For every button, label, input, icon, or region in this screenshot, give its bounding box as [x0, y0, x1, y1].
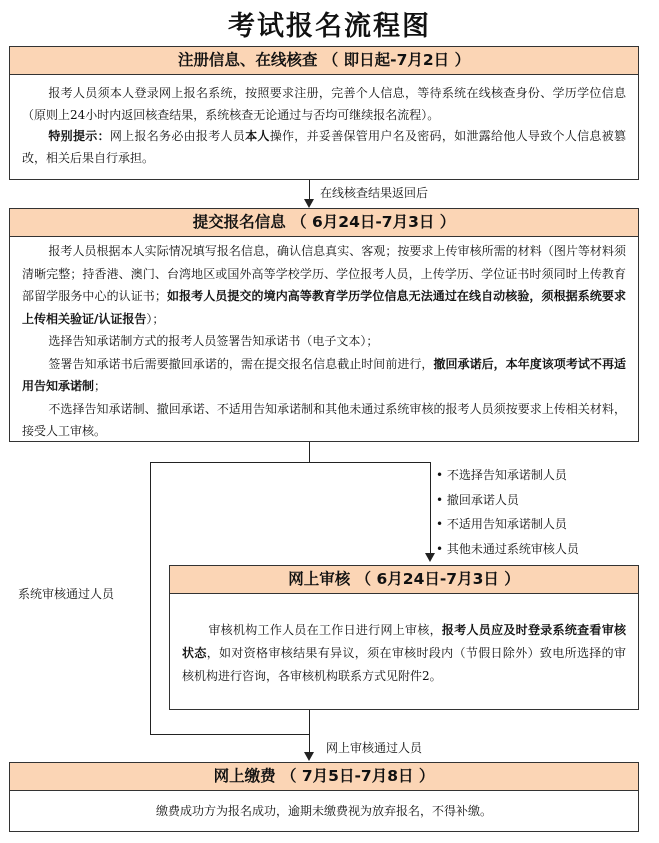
step-review-body: [170, 594, 638, 694]
para3-text-bold: 撤回承诺后，本年度该项考试不再适用告知承诺制: [22, 356, 626, 393]
manual-review-list: [436, 463, 579, 561]
left-path-label: 系统审核通过人员: [18, 587, 115, 601]
list-item: • 不选择告知承诺制人员: [436, 468, 567, 482]
step-submit-para-3: [22, 353, 626, 398]
list-item: • 撤回承诺人员: [436, 492, 519, 507]
step-register-box: [9, 46, 639, 180]
list-item: • 其他未通过系统审核人员: [436, 541, 579, 556]
step-register-header: 注册信息、在线核查 （ 即日起-7月2日 ）: [10, 47, 638, 75]
page-title: 考试报名流程图: [228, 11, 431, 42]
notice-label: 特别提示：: [48, 129, 110, 143]
arrow-1-label: 在线核查结果返回后: [320, 186, 429, 200]
right-path-line: [430, 462, 431, 554]
step-payment-body: [10, 791, 638, 829]
para1-text-b: ）；: [146, 311, 165, 326]
arrow-2-label: 网上审核通过人员: [326, 741, 423, 755]
step-review-header: 网上审核 （ 6月24日-7月3日 ）: [170, 566, 638, 594]
arrow-2-head: [304, 752, 314, 761]
step-register-notice: [22, 126, 626, 169]
arrow-1-line: [309, 180, 310, 200]
para1-text-a: 报考人员根据本人实际情况填写报名信息，确认信息真实、客观；按要求上传审核所需的材料（图片等材料须清晰完整；持香港、澳门、台湾地区或国外高等学校学历、学位报考人员，上传学历、学位证书时须同时上传教育部留学服务中心的认证书；: [22, 244, 626, 303]
review-text-a: 审核机构工作人员在工作日进行网上审核，: [208, 623, 442, 637]
review-text-b: ，如对资格审核结果有异议，须在审核时段内（节假日除外）致电所选择的审核机构进行咨询，各审核机构联系方式见附件2。: [182, 646, 626, 683]
left-path-line: [150, 462, 151, 734]
step-payment-box: [9, 762, 639, 832]
left-path-bottom-line: [150, 734, 310, 735]
review-text-bold: 报考人员应及时登录系统查看审核状态: [182, 623, 626, 660]
step-submit-para-4: 不选择告知承诺制、撤回承诺、不适用告知承诺制和其他未通过系统审核的报考人员须按要求上传相关材料，接受人工审核。: [22, 401, 626, 438]
list-item: • 不适用告知承诺制人员: [436, 517, 567, 531]
step-submit-header: 提交报名信息 （ 6月24日-7月3日 ）: [10, 209, 638, 237]
step-submit-box: [9, 208, 639, 442]
step-review-box: [169, 565, 639, 710]
right-path-head: [425, 553, 435, 562]
notice-text-a: 网上报名务必由报考人员: [109, 129, 246, 143]
branch-stem-line: [309, 442, 310, 462]
step-register-text: 报考人员须本人登录网上报名系统，按照要求注册，完善个人信息，等待系统在线核查身份、学历学位信息（原则上24小时内返回核查结果，系统核查无论通过与否均可继续报名流程）。: [22, 86, 626, 122]
step-payment-text: 缴费成功方为报名成功，逾期未缴费视为放弃报名，不得补缴。: [155, 804, 492, 818]
step-submit-para-1: [22, 240, 626, 330]
notice-text-bold: 本人: [245, 129, 270, 143]
branch-top-line: [150, 462, 430, 463]
step3-out-line: [309, 710, 310, 753]
para3-text-b: ；: [94, 379, 107, 393]
para1-text-bold: 如报考人员提交的境内高等教育学历学位信息无法通过在线自动核验，须根据系统要求上传相关验证/认证报告: [22, 289, 626, 326]
step-submit-para-2: 选择告知承诺制方式的报考人员签署告知承诺书（电子文本）；: [48, 334, 379, 348]
step-submit-body: [10, 237, 638, 449]
arrow-1-head: [304, 199, 314, 208]
step-review-text: [182, 619, 626, 688]
notice-text-b: 操作，并妥善保管用户名及密码，如泄露给他人导致个人信息被篡改，相关后果自行承担。: [22, 129, 626, 165]
step-register-body: [10, 75, 638, 175]
para3-text-a: 签署告知承诺书后需要撤回承诺的，需在提交报名信息截止时间前进行，: [48, 356, 434, 371]
step-payment-header: 网上缴费 （ 7月5日-7月8日 ）: [10, 763, 638, 791]
